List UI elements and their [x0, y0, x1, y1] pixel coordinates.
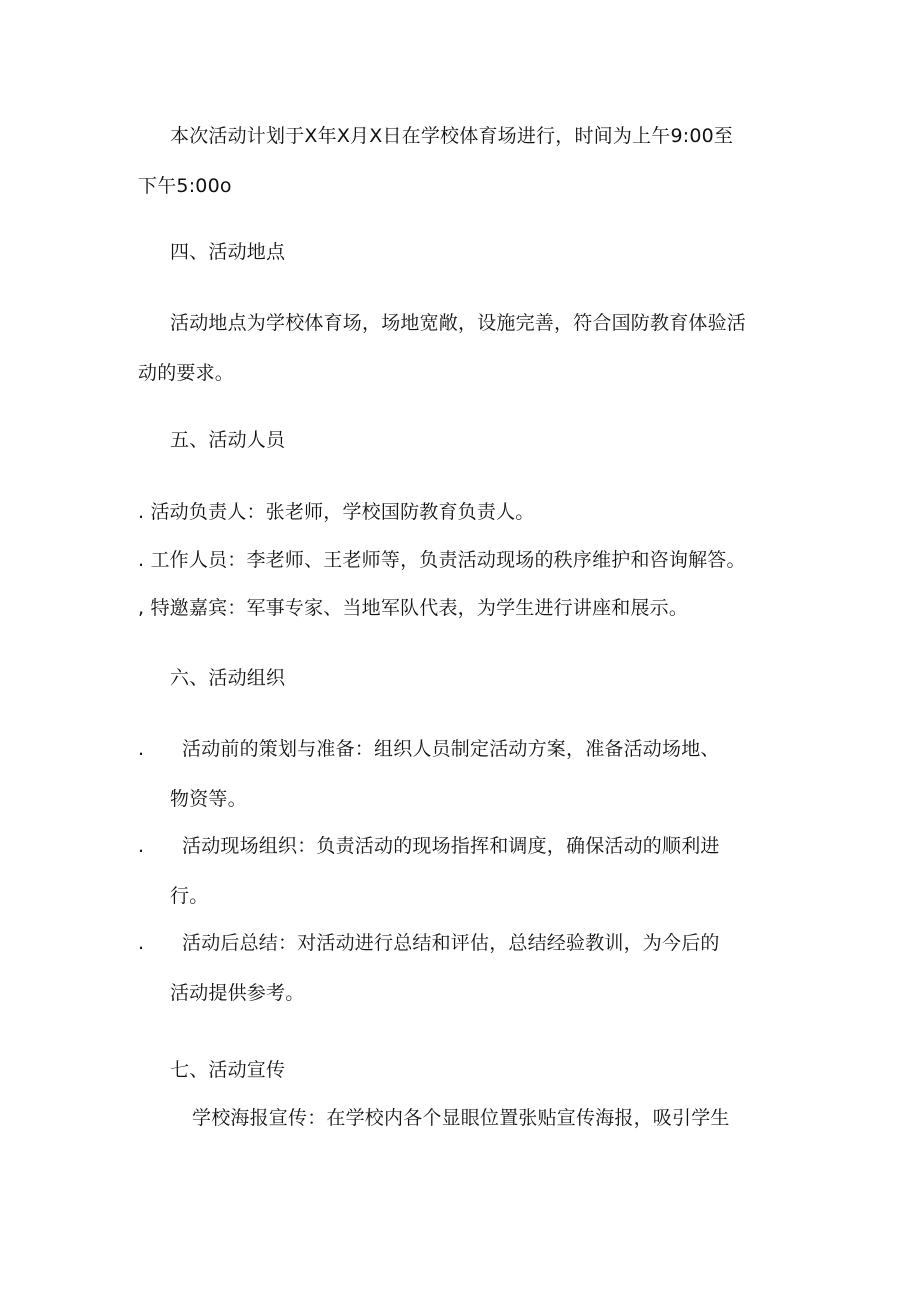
bullet-mark: .	[138, 835, 145, 857]
organization-item-3-line-2: 活动提供参考。	[170, 982, 305, 1004]
personnel-heading: 五、活动人员	[170, 429, 286, 451]
publicity-heading: 七、活动宣传	[170, 1059, 286, 1081]
time-paragraph-line-2: 下午5:00o	[138, 175, 232, 197]
location-heading: 四、活动地点	[170, 241, 286, 263]
organization-item-3-line-1: 活动后总结：对活动进行总结和评估，总结经验教训，为今后的	[182, 932, 720, 954]
organization-item-2-line-2: 行。	[170, 885, 209, 907]
organization-item-1-line-2: 物资等。	[170, 788, 247, 810]
organization-heading: 六、活动组织	[170, 667, 286, 689]
bullet-mark: .	[138, 932, 145, 954]
organization-item-2-line-1: 活动现场组织：负责活动的现场指挥和调度，确保活动的顺利进	[182, 835, 720, 857]
publicity-paragraph-line-1: 学校海报宣传：在学校内各个显眼位置张贴宣传海报，吸引学生	[192, 1107, 730, 1129]
bullet-mark: .	[138, 738, 145, 760]
location-paragraph-line-1: 活动地点为学校体育场，场地宽敞，设施完善，符合国防教育体验活	[170, 312, 747, 334]
time-paragraph-line-1: 本次活动计划于X年X月X日在学校体育场进行，时间为上午9:00至	[170, 125, 734, 147]
location-paragraph-line-2: 动的要求。	[138, 362, 235, 384]
personnel-item-leader: . 活动负责人：张老师，学校国防教育负责人。	[138, 501, 535, 523]
personnel-item-guests: , 特邀嘉宾：军事专家、当地军队代表，为学生进行讲座和展示。	[138, 597, 689, 619]
personnel-item-staff: . 工作人员：李老师、王老师等，负责活动现场的秩序维护和咨询解答。	[138, 549, 746, 571]
organization-item-1-line-1: 活动前的策划与准备：组织人员制定活动方案，准备活动场地、	[182, 738, 720, 760]
